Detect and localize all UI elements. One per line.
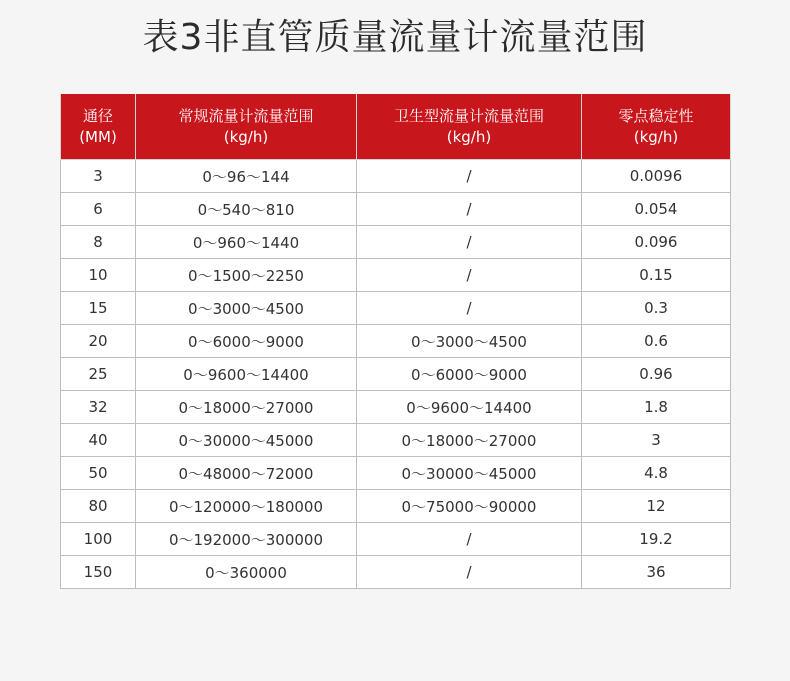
cell-sanitary-range: / [357,226,582,259]
cell-zero-stability: 0.0096 [582,160,731,193]
cell-zero-stability: 0.6 [582,325,731,358]
cell-diameter: 8 [61,226,136,259]
header-diameter-label: 通径 [82,106,113,125]
header-zero-stability [582,94,731,160]
cell-sanitary-range: / [357,259,582,292]
cell-diameter: 10 [61,259,136,292]
cell-sanitary-range: 0～3000～4500 [357,325,582,358]
table-row [61,193,731,226]
cell-zero-stability: 0.096 [582,226,731,259]
cell-standard-range: 0～120000～180000 [136,490,357,523]
table-row [61,391,731,424]
cell-zero-stability: 0.3 [582,292,731,325]
cell-standard-range: 0～9600～14400 [136,358,357,391]
cell-sanitary-range: / [357,556,582,589]
cell-standard-range: 0～960～1440 [136,226,357,259]
header-zero-stability-unit: (kg/h) [633,127,679,146]
cell-sanitary-range: / [357,160,582,193]
table-row [61,358,731,391]
cell-diameter: 100 [61,523,136,556]
cell-diameter: 3 [61,160,136,193]
header-sanitary-range-label: 卫生型流量计流量范围 [393,106,544,125]
header-standard-range-label: 常规流量计流量范围 [178,106,314,125]
cell-zero-stability: 36 [582,556,731,589]
cell-standard-range: 0～30000～45000 [136,424,357,457]
cell-standard-range: 0～3000～4500 [136,292,357,325]
cell-standard-range: 0～6000～9000 [136,325,357,358]
cell-zero-stability: 1.8 [582,391,731,424]
cell-standard-range: 0～18000～27000 [136,391,357,424]
flow-range-table [60,94,731,589]
cell-diameter: 80 [61,490,136,523]
cell-standard-range: 0～48000～72000 [136,457,357,490]
cell-sanitary-range: / [357,193,582,226]
cell-diameter: 20 [61,325,136,358]
cell-zero-stability: 3 [582,424,731,457]
cell-sanitary-range: / [357,523,582,556]
cell-standard-range: 0～540～810 [136,193,357,226]
cell-diameter: 6 [61,193,136,226]
cell-diameter: 40 [61,424,136,457]
cell-zero-stability: 12 [582,490,731,523]
cell-zero-stability: 0.054 [582,193,731,226]
cell-diameter: 15 [61,292,136,325]
header-sanitary-range-unit: (kg/h) [446,127,492,146]
cell-sanitary-range: / [357,292,582,325]
cell-sanitary-range: 0～75000～90000 [357,490,582,523]
header-diameter-unit: (MM) [79,127,117,146]
cell-diameter: 25 [61,358,136,391]
cell-diameter: 50 [61,457,136,490]
table-row [61,325,731,358]
table-row [61,259,731,292]
cell-zero-stability: 4.8 [582,457,731,490]
header-row [61,94,731,160]
table-row [61,457,731,490]
table-row [61,292,731,325]
table-header [61,94,731,160]
cell-zero-stability: 0.96 [582,358,731,391]
cell-standard-range: 0～192000～300000 [136,523,357,556]
header-sanitary-range [357,94,582,160]
cell-zero-stability: 0.15 [582,259,731,292]
table-row [61,490,731,523]
table-row [61,160,731,193]
header-standard-range [136,94,357,160]
table-row [61,226,731,259]
header-diameter [61,94,136,160]
table-row [61,424,731,457]
table-row [61,556,731,589]
header-standard-range-unit: (kg/h) [223,127,269,146]
header-zero-stability-label: 零点稳定性 [618,106,694,125]
cell-standard-range: 0～1500～2250 [136,259,357,292]
cell-sanitary-range: 0～9600～14400 [357,391,582,424]
table-body [61,160,731,589]
cell-sanitary-range: 0～6000～9000 [357,358,582,391]
cell-standard-range: 0～96～144 [136,160,357,193]
cell-standard-range: 0～360000 [136,556,357,589]
cell-sanitary-range: 0～18000～27000 [357,424,582,457]
cell-diameter: 150 [61,556,136,589]
cell-sanitary-range: 0～30000～45000 [357,457,582,490]
page-title: 表3非直管质量流量计流量范围 [142,17,648,58]
cell-diameter: 32 [61,391,136,424]
cell-zero-stability: 19.2 [582,523,731,556]
table-row [61,523,731,556]
